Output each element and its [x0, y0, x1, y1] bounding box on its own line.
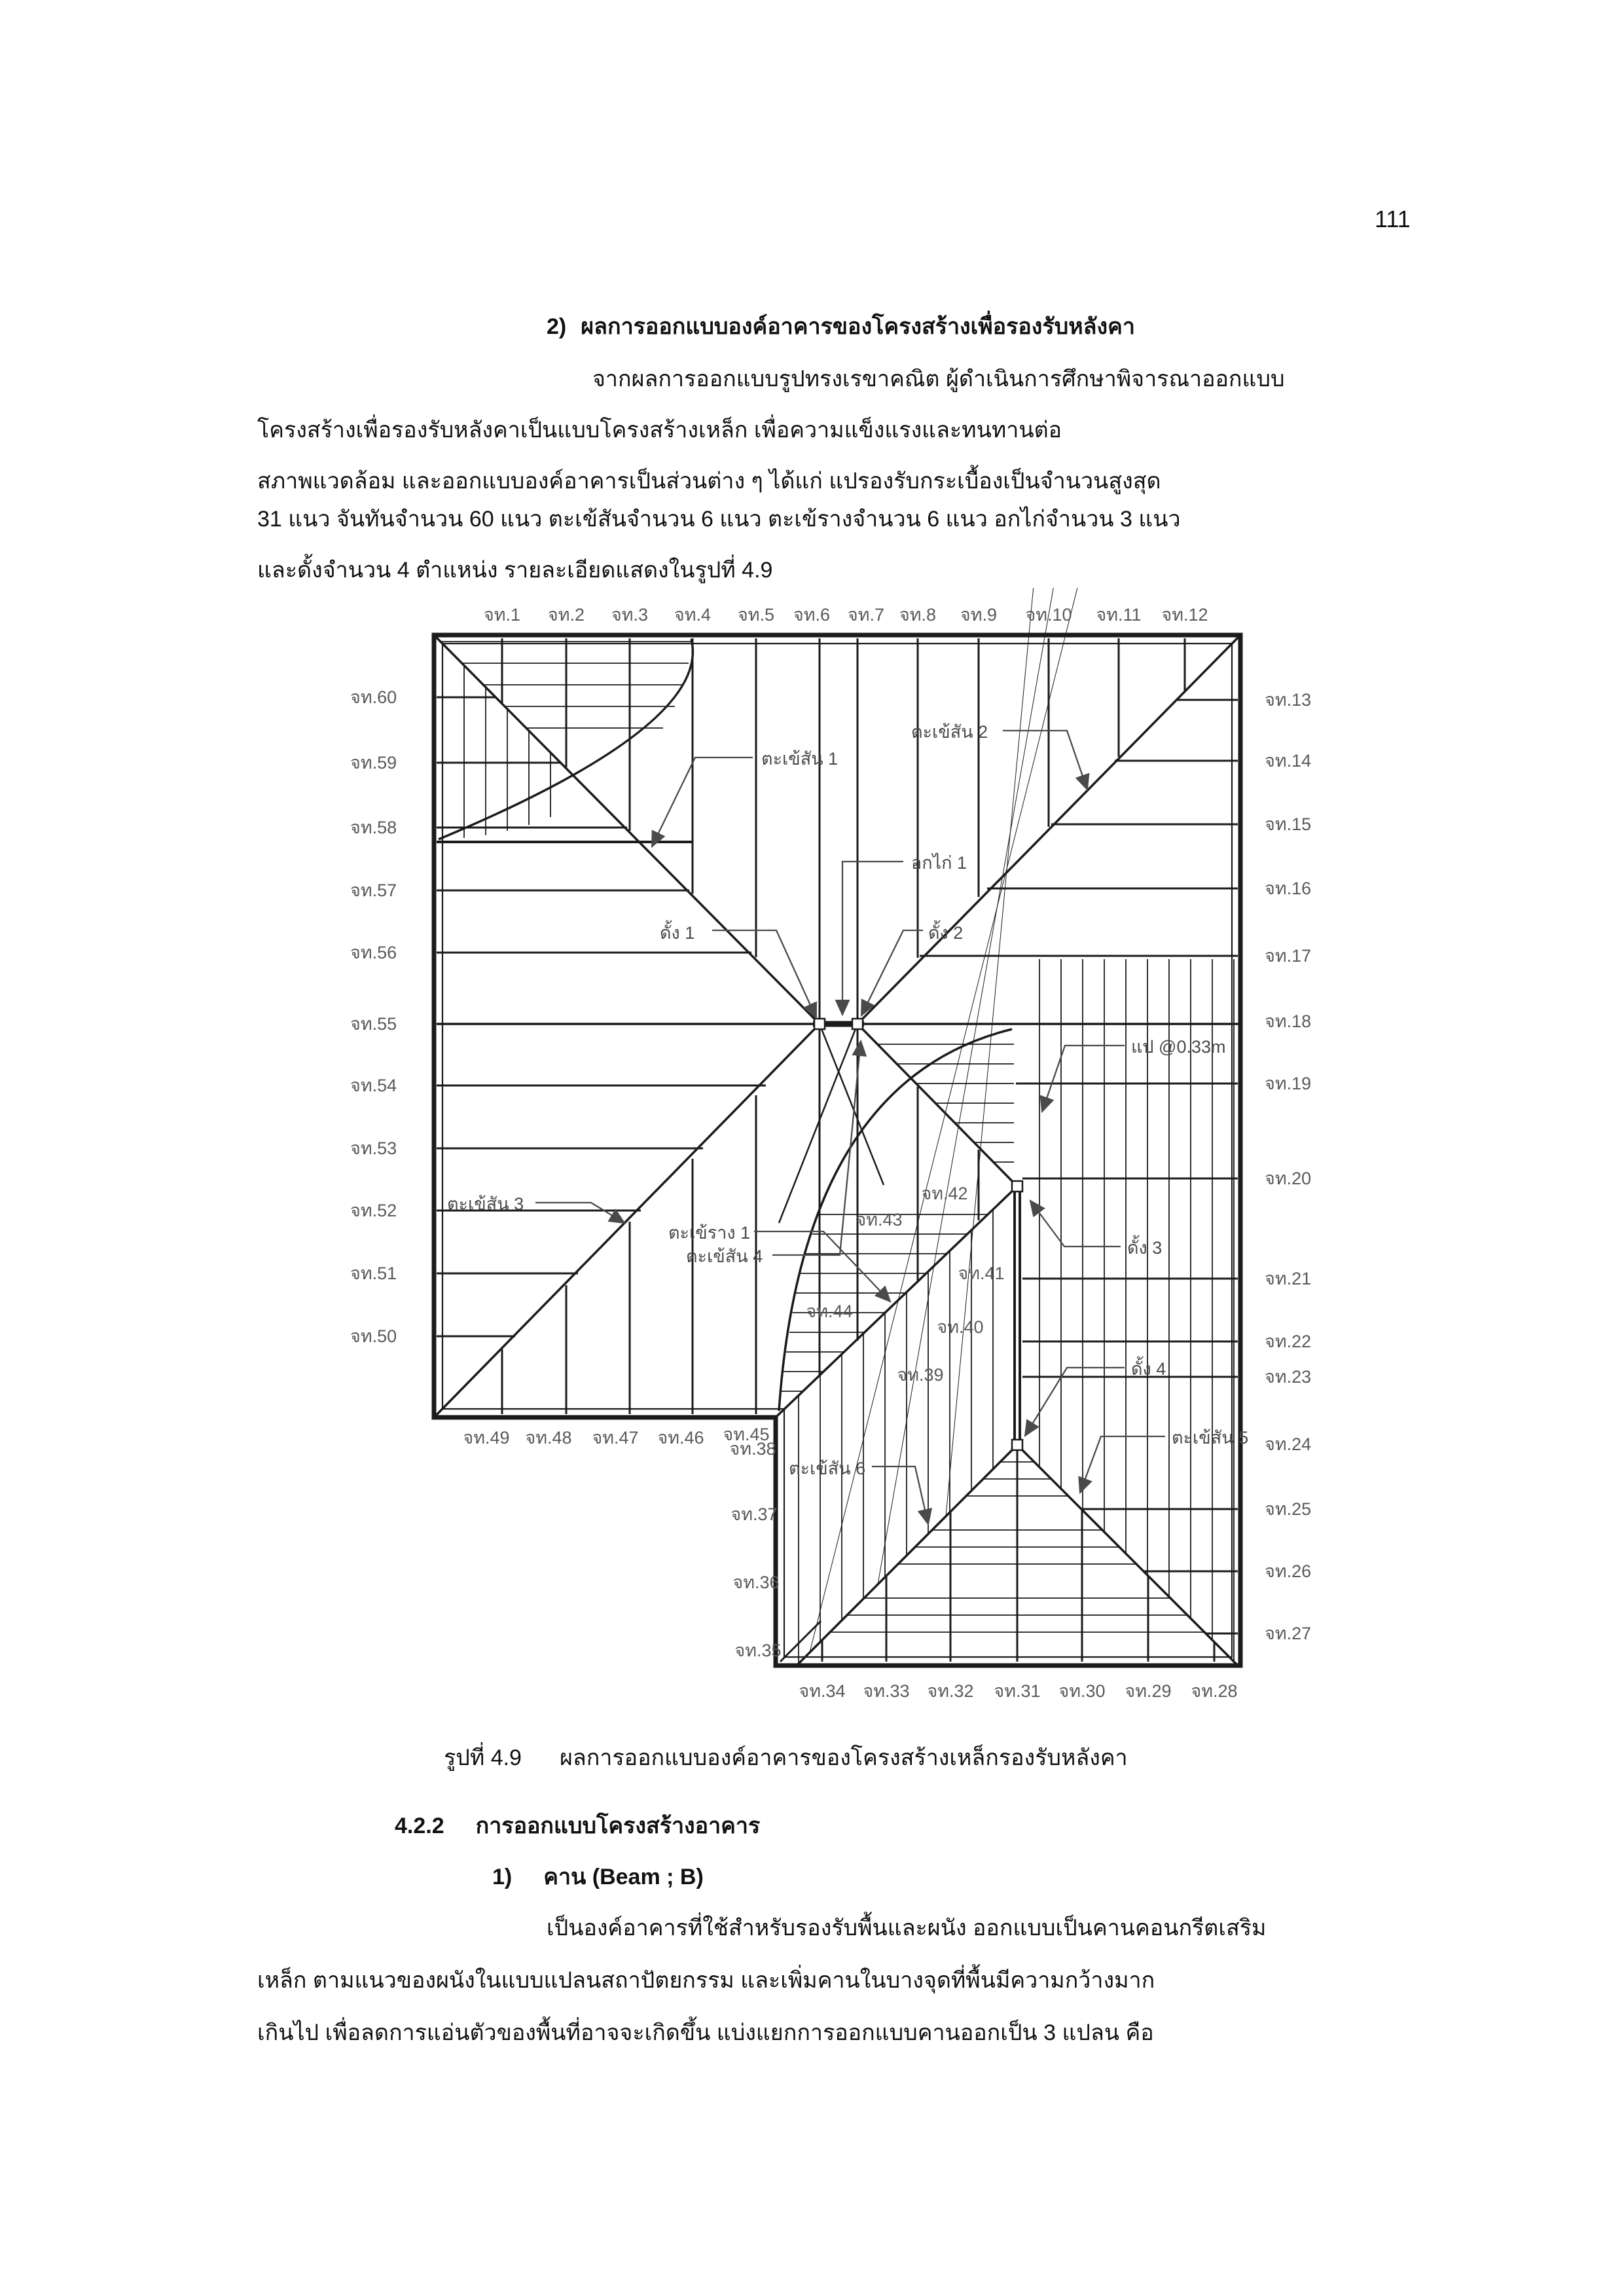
annotation-post-2: ดั้ง 2 [928, 923, 964, 943]
bottom-rafter-label: จท.33 [863, 1681, 910, 1701]
right-rafter-label: จท.19 [1265, 1074, 1312, 1093]
inner-rafter-label: จท.42 [921, 1184, 968, 1203]
right-rafter-label: จท.24 [1265, 1434, 1312, 1454]
right-rafter-label: จท.15 [1265, 814, 1312, 834]
top-rafter-label: จท.3 [611, 605, 649, 625]
annotation-hip-2: ตะเข้สัน 2 [911, 722, 988, 742]
top-rafter-label: จท.4 [674, 605, 712, 625]
top-rafter-label: จท.10 [1025, 605, 1072, 625]
annotation-valley-1: ตะเข้ราง 1 [668, 1223, 751, 1243]
leader-valley-1 [754, 1231, 890, 1302]
inner-rafter-label: จท.44 [806, 1302, 853, 1321]
annotation-ridge-1: อกไก่ 1 [911, 853, 967, 873]
subsection-number: 1) [492, 1865, 513, 1889]
top-rafter-label: จท.12 [1161, 605, 1208, 625]
paragraph1-line3: สภาพแวดล้อม และออกแบบองค์อาคารเป็นส่วนต่าง ๆ ได้แก่ แปรองรับกระเบื้องเป็นจำนวนสูงสุด [257, 469, 1161, 494]
leader-hip-6 [872, 1467, 928, 1524]
right-rafter-label: จท.22 [1265, 1332, 1312, 1351]
bottom-rafter-label: จท.31 [994, 1681, 1041, 1701]
wingleft-rafter-label: จท.35 [734, 1641, 782, 1660]
roof-outline-inner [442, 644, 1232, 1657]
subsection-title: คาน (Beam ; B) [543, 1865, 704, 1889]
inner-rafter-label: จท.40 [937, 1317, 984, 1337]
left-rafter-label: จท.59 [350, 753, 397, 773]
page-number: 111 [1375, 206, 1411, 232]
figure-caption [444, 1744, 1128, 1772]
top-rafter-label: จท.6 [793, 605, 831, 625]
annotation-hip-3: ตะเข้สัน 3 [447, 1194, 524, 1214]
left-rafter-label: จท.60 [350, 687, 397, 707]
annotation-hip-5: ตะเข้สัน 5 [1172, 1428, 1249, 1448]
right-rafter-label: จท.14 [1265, 751, 1312, 771]
bottomleft-rafter-label: จท.45 [723, 1425, 770, 1444]
paragraph2-line1: เป็นองค์อาคารที่ใช้สำหรับรองรับพื้นและผนัง ออกแบบเป็นคานคอนกรีตเสริม [547, 1916, 1267, 1941]
bottomleft-rafter-label: จท.48 [525, 1428, 572, 1448]
top-rafter-label: จท.7 [847, 605, 885, 625]
right-rafter-label: จท.13 [1265, 690, 1312, 710]
wingleft-rafter-label: จท.37 [731, 1504, 778, 1524]
paragraph1-line5: และดั้งจำนวน 4 ตำแหน่ง รายละเอียดแสดงในรูปที่ 4.9 [257, 558, 773, 583]
top-rafter-label: จท.1 [483, 605, 521, 625]
right-rafter-label: จท.20 [1265, 1169, 1312, 1188]
wing-hip-right-line [1017, 1445, 1236, 1664]
annotation-purlin: แป @0.33m [1131, 1037, 1226, 1057]
right-rafter-label: จท.25 [1265, 1499, 1312, 1519]
heading-text: ผลการออกแบบองค์อาคารของโครงสร้างเพื่อรองรับหลังคา [581, 314, 1135, 339]
right-rafter-label: จท.27 [1265, 1624, 1312, 1643]
left-rafter-label: จท.56 [350, 943, 397, 962]
post-2-node [852, 1019, 863, 1029]
inner-rafter-label: จท.43 [856, 1210, 903, 1230]
leader-hip-4 [772, 1041, 861, 1255]
annotation-post-4: ดั้ง 4 [1131, 1359, 1166, 1379]
figure-label: รูปที่ 4.9 [444, 1745, 522, 1770]
heading [547, 313, 1135, 341]
left-rafter-label: จท.57 [350, 881, 397, 900]
top-rafter-label: จท.11 [1096, 605, 1142, 625]
annotation-hip-4: ตะเข้สัน 4 [686, 1247, 763, 1266]
left-rafter-label: จท.55 [350, 1014, 397, 1034]
right-rafter-label: จท.17 [1265, 946, 1312, 966]
left-rafter-label: จท.53 [350, 1139, 397, 1158]
inner-rafter-label: จท.39 [897, 1365, 944, 1385]
section-title: การออกแบบโครงสร้างอาคาร [475, 1813, 761, 1838]
roof-framing-diagram [327, 588, 1388, 1730]
heading-number: 2) [547, 314, 567, 339]
leader-post-2 [861, 930, 923, 1015]
annotation-post-3: ดั้ง 3 [1127, 1238, 1163, 1258]
bottomleft-rafter-label: จท.47 [592, 1428, 639, 1448]
subsection-heading [492, 1863, 704, 1891]
annotation-post-1: ดั้ง 1 [660, 923, 695, 943]
corner-diagonal [780, 1621, 821, 1662]
right-rafter-label: จท.16 [1265, 879, 1312, 898]
leader-purlin [1042, 1046, 1125, 1112]
wingleft-rafter-label: จท.36 [732, 1573, 780, 1592]
left-rafter-label: จท.50 [350, 1326, 397, 1346]
hip-3-line [435, 1024, 820, 1416]
wingleft-rafter-label: จท.38 [729, 1439, 776, 1459]
paragraph1-line4: 31 แนว จันทันจำนวน 60 แนว ตะเข้สันจำนวน 6 แนว ตะเข้รางจำนวน 6 แนว อกไก่จำนวน 3 แนว [257, 507, 1181, 532]
annotation-hip-1: ตะเข้สัน 1 [761, 749, 839, 769]
top-rafter-label: จท.2 [547, 605, 585, 625]
post-4-node [1012, 1440, 1022, 1450]
paragraph1-line1: จากผลการออกแบบรูปทรงเรขาคณิต ผู้ดำเนินการศึกษาพิจารณาออกแบบ [592, 367, 1285, 392]
section-heading [395, 1812, 760, 1840]
bottom-rafter-label: จท.29 [1125, 1681, 1172, 1701]
paragraph1-line2: โครงสร้างเพื่อรองรับหลังคาเป็นแบบโครงสร้างเหล็ก เพื่อความแข็งแรงและทนทานต่อ [257, 418, 1062, 443]
right-rafter-label: จท.21 [1265, 1269, 1312, 1288]
leader-hip-1 [652, 757, 753, 847]
roof-outline-outer [434, 635, 1240, 1666]
leader-hip-5 [1080, 1436, 1165, 1493]
left-rafter-label: จท.58 [350, 818, 397, 837]
left-rafter-label: จท.52 [350, 1201, 397, 1220]
inner-rafter-label: จท.41 [958, 1264, 1005, 1283]
left-rafter-label: จท.54 [350, 1076, 397, 1095]
bottom-rafter-label: จท.32 [927, 1681, 974, 1701]
bottom-rafter-label: จท.28 [1191, 1681, 1238, 1701]
bottom-rafter-label: จท.34 [799, 1681, 846, 1701]
paragraph2-line3: เกินไป เพื่อลดการแอ่นตัวของพื้นที่อาจจะเกิดขึ้น แบ่งแยกการออกแบบคานออกเป็น 3 แปลน คือ [257, 2020, 1154, 2045]
leader-post-3 [1030, 1201, 1121, 1247]
top-rafter-label: จท.5 [737, 605, 775, 625]
bottomleft-rafter-label: จท.49 [463, 1428, 510, 1448]
right-rafter-label: จท.23 [1265, 1367, 1312, 1387]
top-rafter-label: จท.9 [960, 605, 998, 625]
inner-diagonal-a [820, 1024, 884, 1185]
bottom-rafter-label: จท.30 [1058, 1681, 1106, 1701]
paragraph2-line2: เหล็ก ตามแนวของผนังในแบบแปลนสถาปัตยกรรม และเพิ่มคานในบางจุดที่พื้นมีความกว้างมาก [257, 1968, 1155, 1993]
figure-caption-text: ผลการออกแบบองค์อาคารของโครงสร้างเหล็กรองรับหลังคา [559, 1745, 1128, 1770]
left-rafter-label: จท.51 [350, 1264, 397, 1283]
top-rafter-label: จท.8 [899, 605, 937, 625]
hip-1-line [435, 636, 820, 1024]
leader-hip-3 [535, 1203, 624, 1223]
post-1-node [814, 1019, 825, 1029]
right-rafter-label: จท.26 [1265, 1561, 1312, 1581]
post-3-node [1012, 1181, 1022, 1192]
annotation-hip-6: ตะเข้สัน 6 [789, 1459, 866, 1478]
bottomleft-rafter-label: จท.46 [657, 1428, 704, 1448]
section-number: 4.2.2 [395, 1813, 444, 1838]
right-rafter-label: จท.18 [1265, 1011, 1312, 1031]
